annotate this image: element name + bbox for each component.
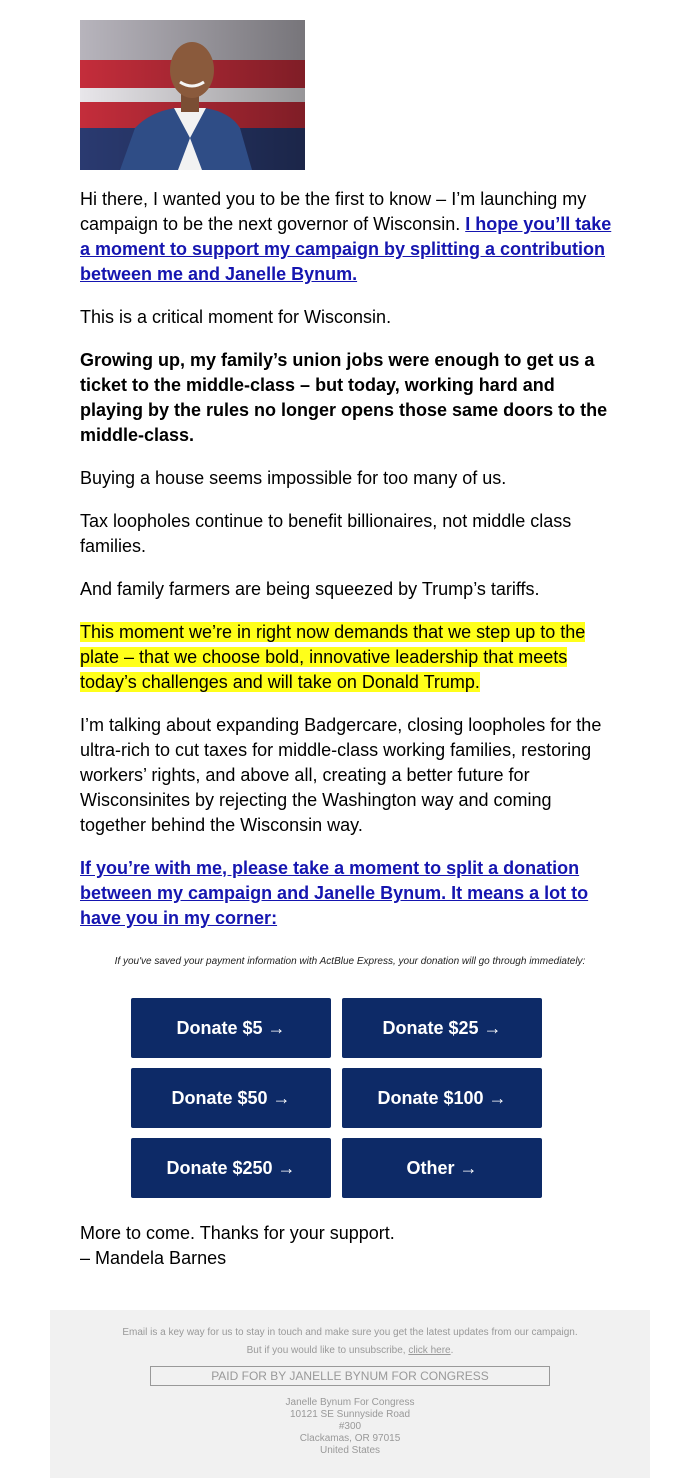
priorities-paragraph: I’m talking about expanding Badgercare, closing loopholes for the ultra-rich to cut taxes for middle-class working families, restoring workers’ rights, and above all, creating a better future for Wisconsinites by rejecting the Washington way and coming together behind the Wisconsin way. [80, 715, 602, 835]
farmers-paragraph: And family farmers are being squeezed by Trump’s tariffs. [80, 579, 540, 599]
footer [50, 1310, 650, 1478]
footer-unsubscribe-line: But if you would like to unsubscribe, click here. [246, 1345, 454, 1356]
footer-notice [50, 1324, 650, 1360]
signoff-thanks: More to come. Thanks for your support. [80, 1223, 395, 1243]
actblue-disclaimer: If you've saved your payment information with ActBlue Express, your donation will go through immediately: [114, 956, 586, 967]
unsubscribe-link[interactable]: click here [408, 1345, 451, 1356]
signoff-signature: – Mandela Barnes [80, 1248, 227, 1268]
address-line: #300 [338, 1421, 362, 1432]
address-line: Janelle Bynum For Congress [285, 1397, 415, 1408]
split-donation-paragraph [80, 856, 620, 931]
tax-loopholes-paragraph: Tax loopholes continue to benefit billionaires, not middle class families. [80, 511, 572, 556]
intro-paragraph: Hi there, I wanted you to be the first to know – I’m launching my campaign to be the next governor of Wisconsin. I hope you’ll take a moment to support my campaign by splitting a contribution between me and Janelle Bynum. [80, 189, 612, 284]
donate-other-button[interactable]: Other → [342, 1138, 542, 1198]
paid-for-disclaimer: PAID FOR BY JANELLE BYNUM FOR CONGRESS [150, 1366, 550, 1386]
signoff [80, 1221, 620, 1271]
union-jobs-paragraph: Growing up, my family’s union jobs were enough to get us a ticket to the middle-class – but today, working hard and playing by the rules no longer opens those same doors to the middle-class. [80, 350, 608, 445]
donate-5-button[interactable]: Donate $5 → [131, 998, 331, 1058]
highlighted-text: This moment we’re in right now demands that we step up to the plate – that we choose bold, innovative leadership that meets today’s challenges and will take on Donald Trump. [80, 622, 586, 692]
footer-notice-line: Email is a key way for us to stay in touch and make sure you get the latest updates from our campaign. [122, 1327, 578, 1338]
header-photo [80, 20, 305, 170]
address-line: 10121 SE Sunnyside Road [289, 1409, 411, 1420]
housing-paragraph: Buying a house seems impossible for too many of us. [80, 468, 507, 488]
critical-moment-paragraph: This is a critical moment for Wisconsin. [80, 307, 392, 327]
mailing-address [50, 1397, 650, 1457]
split-donation-link[interactable]: If you’re with me, please take a moment to split a donation between my campaign and Janelle Bynum. It means a lot to have you in my corner: [80, 858, 589, 928]
address-line: United States [319, 1445, 381, 1456]
donate-50-button[interactable]: Donate $50 → [131, 1068, 331, 1128]
donate-250-button[interactable]: Donate $250 → [131, 1138, 331, 1198]
donate-100-button[interactable]: Donate $100 → [342, 1068, 542, 1128]
address-line: Clackamas, OR 97015 [299, 1433, 401, 1444]
candidate-photo-illustration [80, 20, 305, 170]
donate-25-button[interactable]: Donate $25 → [342, 998, 542, 1058]
email-body [80, 187, 620, 949]
support-campaign-link[interactable]: I hope you’ll take a moment to support my campaign by splitting a contribution between me and Janelle Bynum. [80, 214, 612, 284]
moment-paragraph [80, 620, 620, 695]
